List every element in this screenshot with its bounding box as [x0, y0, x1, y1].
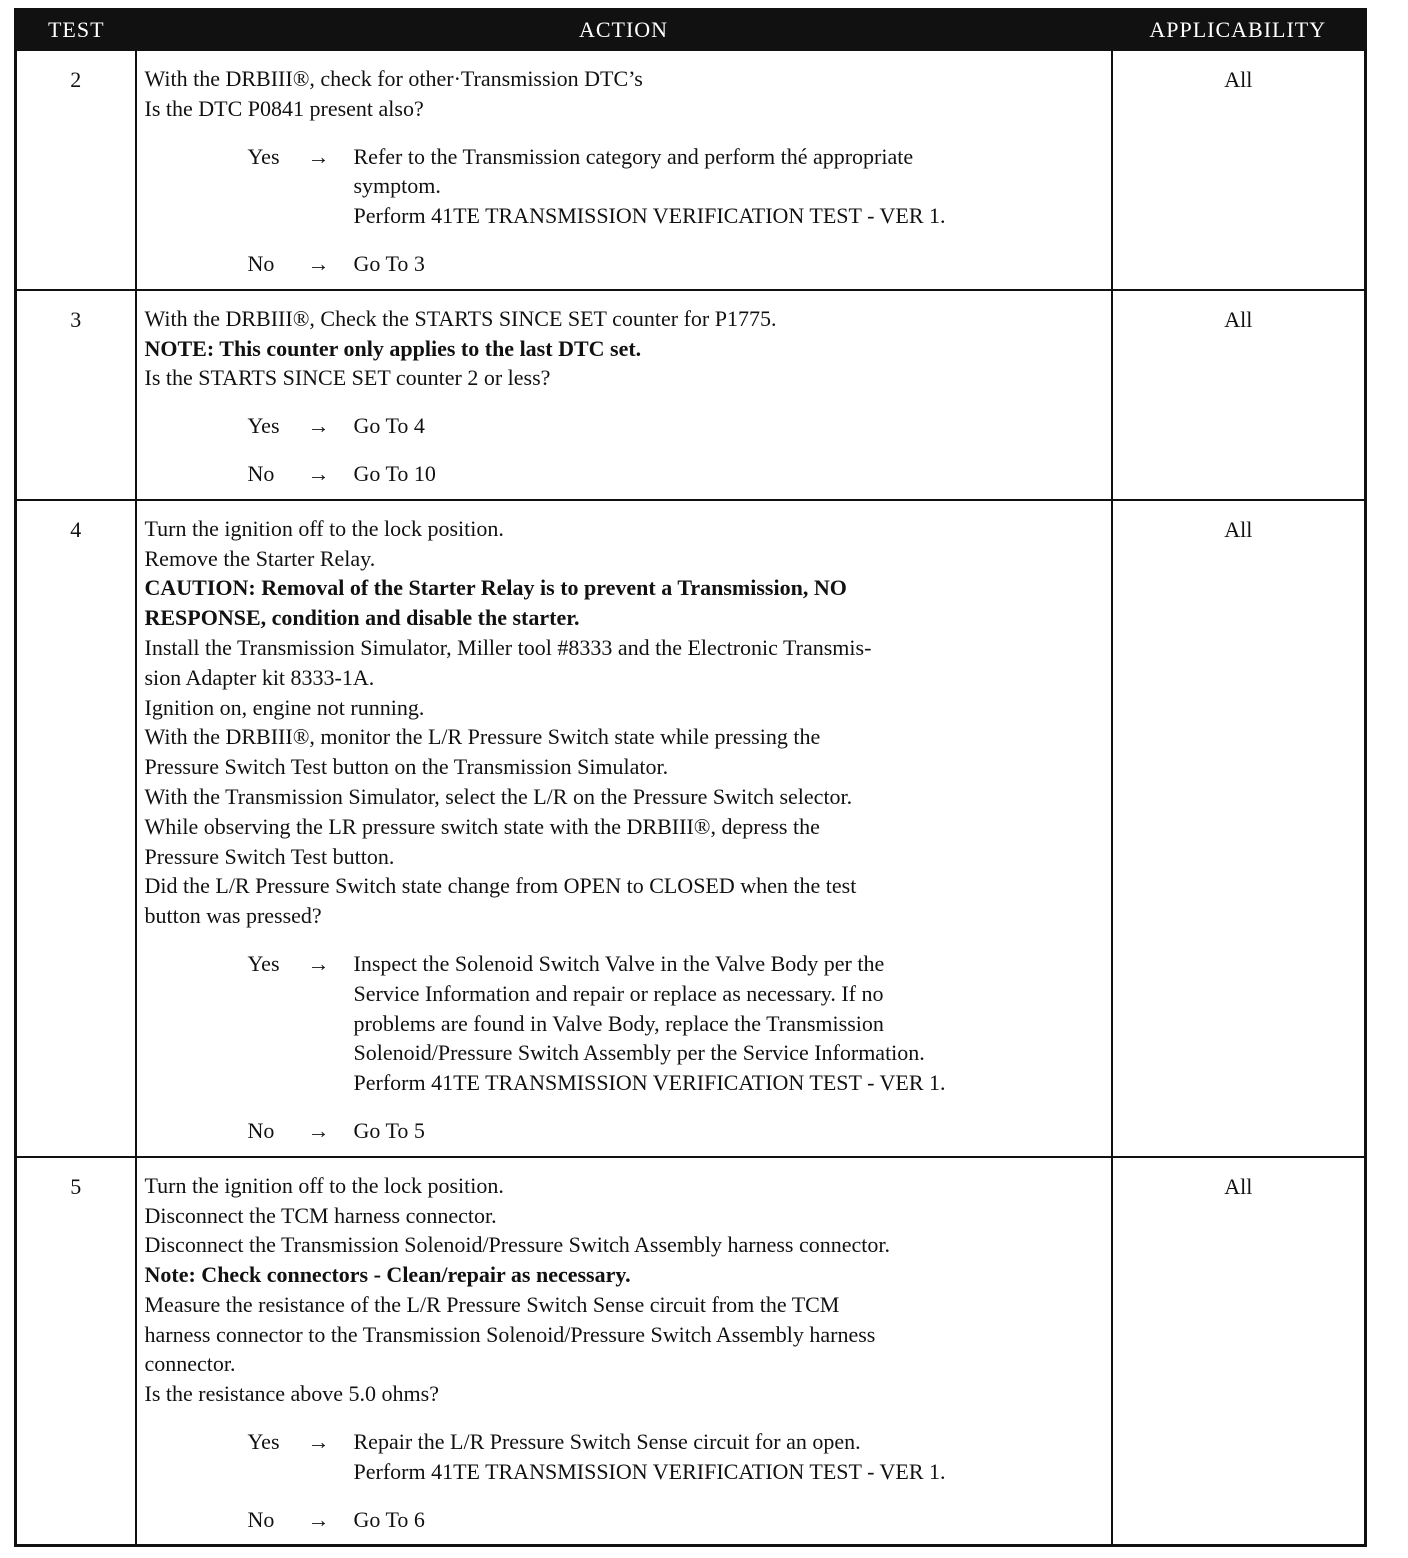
instruction-line: Pressure Switch Test button.: [144, 843, 395, 869]
arrow-icon: →: [307, 413, 330, 439]
table-row: [16, 290, 1366, 500]
result-line: Perform 41TE TRANSMISSION VERIFICATION TEST - VER 1.: [353, 1070, 946, 1096]
branch-label: Yes: [247, 143, 280, 169]
instruction-line: With the DRBIII®, check for other·Transmission DTC’s: [144, 66, 643, 91]
instruction-line: With the Transmission Simulator, select the L/R on the Pressure Switch selector.: [144, 783, 853, 809]
test-number: 4: [16, 500, 136, 1157]
branch-label: Yes: [247, 950, 280, 976]
branch-yes: [248, 411, 1105, 441]
instruction-line: Turn the ignition off to the lock position.: [144, 515, 504, 541]
branch-label: No: [247, 1117, 275, 1143]
arrow-icon: →: [307, 950, 330, 976]
action-cell: [136, 50, 1112, 290]
table-row: [16, 50, 1366, 290]
test-number: 3: [16, 290, 136, 500]
result-line: Perform 41TE TRANSMISSION VERIFICATION TEST - VER 1.: [353, 1458, 946, 1484]
branch-yes: [248, 1427, 1105, 1487]
instruction-line: While observing the LR pressure switch state with the DRBIII®, depress the: [144, 813, 820, 839]
instruction-line: Disconnect the TCM harness connector.: [144, 1202, 497, 1228]
table-body: [16, 50, 1366, 1546]
applicability-value: All: [1112, 1157, 1366, 1546]
branch-result: [354, 949, 1105, 1098]
branch-label: No: [247, 250, 275, 276]
note-line: Note: Check connectors - Clean/repair as necessary.: [144, 1262, 631, 1288]
action-instructions: [145, 304, 1105, 393]
instruction-line: With the DRBIII®, Check the STARTS SINCE SET counter for P1775.: [144, 305, 777, 331]
header-action: ACTION: [136, 10, 1112, 51]
result-line: Go To 5: [353, 1117, 425, 1143]
header-test: TEST: [16, 10, 136, 51]
action-instructions: [145, 1171, 1105, 1409]
applicability-value: All: [1112, 500, 1366, 1157]
instruction-line: Is the STARTS SINCE SET counter 2 or less?: [144, 365, 551, 391]
branch-no: [248, 249, 1105, 279]
instruction-line: harness connector to the Transmission Solenoid/Pressure Switch Assembly harness: [144, 1321, 876, 1347]
branch-result: [354, 459, 1105, 489]
table-header-row: [16, 10, 1366, 51]
arrow-icon: →: [307, 460, 330, 486]
arrow-icon: →: [307, 1429, 330, 1455]
result-line: symptom.: [353, 173, 441, 199]
result-line: Inspect the Solenoid Switch Valve in the Valve Body per the: [353, 950, 885, 976]
result-line: Go To 4: [353, 413, 425, 439]
branch-label: No: [247, 1506, 275, 1532]
result-line: Go To 3: [353, 250, 425, 276]
branch-result: [354, 1505, 1105, 1535]
arrow-icon: →: [307, 1117, 330, 1143]
instruction-line: button was pressed?: [144, 903, 322, 929]
instruction-line: sion Adapter kit 8333-1A.: [144, 664, 375, 690]
result-line: Service Information and repair or replace as necessary. If no: [353, 980, 884, 1006]
result-line: problems are found in Valve Body, replace the Transmission: [353, 1010, 884, 1036]
instruction-line: Remove the Starter Relay.: [144, 545, 376, 571]
instruction-line: Install the Transmission Simulator, Miller tool #8333 and the Electronic Transmis-: [144, 634, 872, 660]
branch-yes: [248, 142, 1105, 231]
action-cell: [136, 290, 1112, 500]
instruction-line: Disconnect the Transmission Solenoid/Pressure Switch Assembly harness connector.: [144, 1232, 890, 1258]
instruction-line: Ignition on, engine not running.: [144, 694, 425, 720]
branch-no: [248, 1116, 1105, 1146]
branch-no: [248, 459, 1105, 489]
test-number: 5: [16, 1157, 136, 1546]
branch-result: [354, 249, 1105, 279]
header-applicability: APPLICABILITY: [1112, 10, 1366, 51]
action-cell: [136, 500, 1112, 1157]
branch-label: No: [247, 460, 275, 486]
branch-no: [248, 1505, 1105, 1535]
arrow-icon: →: [307, 1506, 330, 1532]
branch-result: [354, 142, 1105, 231]
result-line: Refer to the Transmission category and perform thé appropriate: [353, 143, 914, 169]
branch-result: [354, 411, 1105, 441]
arrow-icon: →: [307, 143, 330, 169]
instruction-line: Is the resistance above 5.0 ohms?: [144, 1381, 439, 1407]
action-cell: [136, 1157, 1112, 1546]
diagnostic-test-table: [14, 8, 1367, 1547]
result-line: Go To 10: [353, 460, 436, 486]
table-row: [16, 1157, 1366, 1546]
instruction-line: connector.: [144, 1351, 236, 1377]
table-row: [16, 500, 1366, 1157]
note-line: CAUTION: Removal of the Starter Relay is to prevent a Transmission, NO: [144, 575, 847, 601]
instruction-line: Is the DTC P0841 present also?: [144, 95, 424, 121]
action-instructions: [145, 64, 1105, 124]
instruction-line: Did the L/R Pressure Switch state change from OPEN to CLOSED when the test: [144, 873, 857, 899]
result-line: Go To 6: [353, 1506, 425, 1532]
instruction-line: Measure the resistance of the L/R Pressure Switch Sense circuit from the TCM: [144, 1291, 840, 1317]
branch-result: [354, 1116, 1105, 1146]
instruction-line: With the DRBIII®, monitor the L/R Pressure Switch state while pressing the: [144, 724, 821, 750]
applicability-value: All: [1112, 290, 1366, 500]
test-number: 2: [16, 50, 136, 290]
branch-label: Yes: [247, 413, 280, 439]
arrow-icon: →: [307, 250, 330, 276]
instruction-line: Pressure Switch Test button on the Transmission Simulator.: [144, 754, 669, 780]
branch-yes: [248, 949, 1105, 1098]
branch-result: [354, 1427, 1105, 1487]
note-line: RESPONSE, condition and disable the starter.: [144, 605, 580, 631]
result-line: Perform 41TE TRANSMISSION VERIFICATION TEST - VER 1.: [353, 203, 946, 229]
note-line: NOTE: This counter only applies to the last DTC set.: [144, 335, 642, 361]
result-line: Repair the L/R Pressure Switch Sense circuit for an open.: [353, 1429, 861, 1455]
action-instructions: [145, 514, 1105, 931]
applicability-value: All: [1112, 50, 1366, 290]
instruction-line: Turn the ignition off to the lock position.: [144, 1172, 504, 1198]
branch-label: Yes: [247, 1429, 280, 1455]
result-line: Solenoid/Pressure Switch Assembly per the Service Information.: [353, 1040, 925, 1066]
